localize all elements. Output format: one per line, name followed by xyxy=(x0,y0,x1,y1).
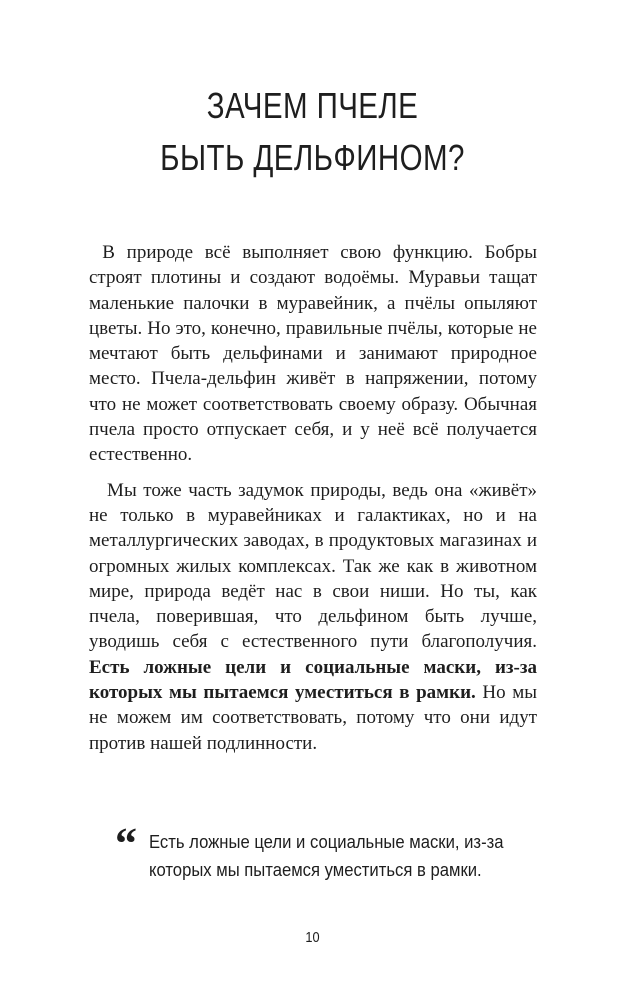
chapter-title xyxy=(56,80,569,184)
paragraph-1 xyxy=(89,240,537,468)
pull-quote-line-1: Есть ложные цели и социальные маски, из-за xyxy=(149,831,504,852)
pull-quote-line-2: которых мы пытаемся уместиться в рамки. xyxy=(149,859,482,880)
body-text xyxy=(89,240,537,766)
paragraph-2-end: Но мы не можем им соответствовать, потому что они идут против нашей подлинности. xyxy=(89,682,537,754)
paragraph-1-text: В природе всё выполняет свою функцию. Бобры строят плотины и создают водоёмы. Муравьи тащат маленькие палочки в муравейник, а пчёлы опыляют цветы. Но это, конечно, правильные пчёлы, которые не мечтают быть дельфинами и занимают природное место. Пчела-дельфин живёт в напряжении, потому что не может соответствовать своему образу. Обычная пчела просто отпускает себя, и у неё всё получается естественно. xyxy=(89,242,537,466)
chapter-title-line-2: БЫТЬ ДЕЛЬФИНОМ? xyxy=(160,137,465,178)
chapter-title-line-1: ЗАЧЕМ ПЧЕЛЕ xyxy=(206,85,419,126)
pull-quote-text xyxy=(149,828,509,884)
page-number: 10 xyxy=(305,929,320,946)
paragraph-2-bold: Есть ложные цели и социальные маски, из-за которых мы пытаемся уместиться в рамки. xyxy=(89,656,537,704)
paragraph-2 xyxy=(89,478,537,756)
paragraph-2-start: Мы тоже часть задумок природы, ведь она «живёт» не только в муравейниках и галактиках, но и на металлургических заводах, в продуктовых магазинах и огромных жилых комплексах. Так же как в животном мире, природа ведёт нас в свои ниши. Но ты, как пчела, поверившая, что дельфином быть лучше, уводишь себя с естественного пути благополучия. xyxy=(89,479,537,653)
quote-mark-icon: “ xyxy=(115,819,137,868)
